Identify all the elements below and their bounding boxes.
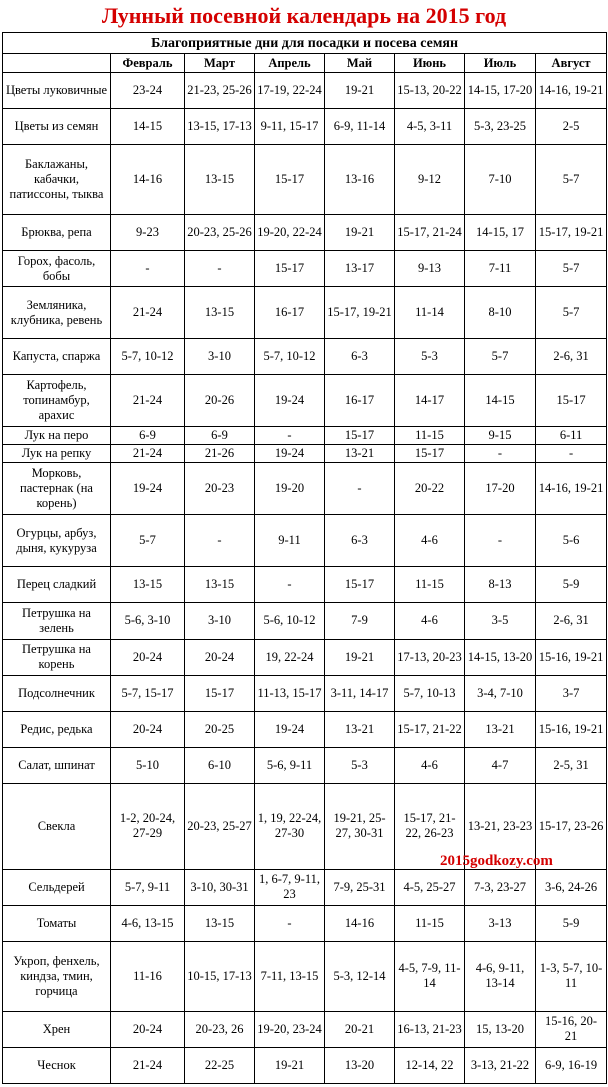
date-cell: 15-17, 19-21 <box>536 215 607 251</box>
date-cell: 13-15 <box>185 567 255 603</box>
watermark: 2015godkozy.com <box>440 853 553 869</box>
month-header: Май <box>325 54 395 73</box>
date-cell: 7-3, 23-27 <box>465 869 536 905</box>
date-cell: - <box>255 567 325 603</box>
crop-name: Петрушка на зелень <box>3 603 111 639</box>
date-cell: 3-11, 14-17 <box>325 675 395 711</box>
date-cell: 15-17 <box>395 445 465 463</box>
date-cell: 13-17 <box>325 251 395 287</box>
crop-name: Укроп, фенхель, киндза, тмин, горчица <box>3 941 111 1011</box>
date-cell: 5-3, 12-14 <box>325 941 395 1011</box>
date-cell: 20-24 <box>111 1011 185 1047</box>
date-cell: 9-13 <box>395 251 465 287</box>
date-cell: - <box>255 427 325 445</box>
date-cell: 14-15 <box>465 375 536 427</box>
date-cell: 19-21, 25-27, 30-31 <box>325 783 395 869</box>
crop-name: Томаты <box>3 905 111 941</box>
date-cell: 9-12 <box>395 145 465 215</box>
date-cell: 13-15 <box>185 145 255 215</box>
month-header-row <box>3 54 607 73</box>
date-cell: 6-9 <box>185 427 255 445</box>
date-cell: - <box>255 905 325 941</box>
table-row <box>3 463 607 515</box>
date-cell: 23-24 <box>111 73 185 109</box>
date-cell: - <box>111 251 185 287</box>
date-cell: 3-6, 24-26 <box>536 869 607 905</box>
date-cell: 15-17 <box>255 145 325 215</box>
date-cell: 19-24 <box>255 445 325 463</box>
crop-name: Чеснок <box>3 1047 111 1083</box>
date-cell: 10-15, 17-13 <box>185 941 255 1011</box>
date-cell: 20-24 <box>185 639 255 675</box>
crop-name: Огурцы, арбуз, дыня, кукуруза <box>3 515 111 567</box>
date-cell: 19-20, 22-24 <box>255 215 325 251</box>
page-title: Лунный посевной календарь на 2015 год <box>101 3 507 28</box>
date-cell: - <box>465 515 536 567</box>
date-cell: 3-5 <box>465 603 536 639</box>
date-cell: 5-3, 23-25 <box>465 109 536 145</box>
table-row <box>3 675 607 711</box>
date-cell: 11-15 <box>395 905 465 941</box>
date-cell: 15-17, 21-24 <box>395 215 465 251</box>
table-row <box>3 145 607 215</box>
date-cell: - <box>536 445 607 463</box>
crop-name: Цветы из семян <box>3 109 111 145</box>
table-row <box>3 603 607 639</box>
date-cell: 6-3 <box>325 515 395 567</box>
month-header: Июль <box>465 54 536 73</box>
month-header: Апрель <box>255 54 325 73</box>
date-cell: 16-13, 21-23 <box>395 1011 465 1047</box>
table-row <box>3 567 607 603</box>
date-cell: 13-15 <box>111 567 185 603</box>
table-row <box>3 375 607 427</box>
date-cell: 21-24 <box>111 445 185 463</box>
month-header: Июнь <box>395 54 465 73</box>
date-cell: 14-16 <box>111 145 185 215</box>
date-cell: 12-14, 22 <box>395 1047 465 1083</box>
table-row <box>3 109 607 145</box>
date-cell: 19-20, 23-24 <box>255 1011 325 1047</box>
date-cell: 4-6, 13-15 <box>111 905 185 941</box>
date-cell: 20-23, 26 <box>185 1011 255 1047</box>
crop-name: Земляника, клубника, ревень <box>3 287 111 339</box>
date-cell: 4-7 <box>465 747 536 783</box>
date-cell: 5-10 <box>111 747 185 783</box>
date-cell: 5-7 <box>536 287 607 339</box>
date-cell: 11-15 <box>395 427 465 445</box>
date-cell: 6-11 <box>536 427 607 445</box>
date-cell: 5-7, 10-12 <box>255 339 325 375</box>
date-cell: 15-16, 19-21 <box>536 711 607 747</box>
date-cell: 21-24 <box>111 287 185 339</box>
date-cell: 5-6 <box>536 515 607 567</box>
date-cell: 15-17 <box>185 675 255 711</box>
crop-name: Петрушка на корень <box>3 639 111 675</box>
date-cell: 19-21 <box>255 1047 325 1083</box>
table-row <box>3 905 607 941</box>
date-cell: 11-13, 15-17 <box>255 675 325 711</box>
date-cell: 3-13 <box>465 905 536 941</box>
date-cell: 16-17 <box>325 375 395 427</box>
table-row <box>3 639 607 675</box>
crop-name: Горох, фасоль, бобы <box>3 251 111 287</box>
table-row <box>3 1047 607 1083</box>
date-cell: 20-26 <box>185 375 255 427</box>
date-cell: 3-10, 30-31 <box>185 869 255 905</box>
date-cell: 5-6, 9-11 <box>255 747 325 783</box>
date-cell: 11-16 <box>111 941 185 1011</box>
date-cell: - <box>185 515 255 567</box>
date-cell: 19, 22-24 <box>255 639 325 675</box>
date-cell: 5-7 <box>465 339 536 375</box>
date-cell: 19-21 <box>325 215 395 251</box>
date-cell: 3-7 <box>536 675 607 711</box>
crop-name: Хрен <box>3 1011 111 1047</box>
crop-name: Лук на репку <box>3 445 111 463</box>
table-row <box>3 445 607 463</box>
crop-name: Морковь, пастернак (на корень) <box>3 463 111 515</box>
crop-name: Сельдерей <box>3 869 111 905</box>
date-cell: 16-17 <box>255 287 325 339</box>
date-cell: 4-6, 9-11, 13-14 <box>465 941 536 1011</box>
date-cell: 8-13 <box>465 567 536 603</box>
date-cell: 13-15 <box>185 905 255 941</box>
date-cell: 1, 19, 22-24, 27-30 <box>255 783 325 869</box>
date-cell: - <box>185 251 255 287</box>
date-cell: 8-10 <box>465 287 536 339</box>
date-cell: 4-5, 25-27 <box>395 869 465 905</box>
date-cell: 14-16 <box>325 905 395 941</box>
date-cell: 1, 6-7, 9-11, 23 <box>255 869 325 905</box>
date-cell: 19-21 <box>325 73 395 109</box>
date-cell: 15-13, 20-22 <box>395 73 465 109</box>
date-cell: 5-6, 10-12 <box>255 603 325 639</box>
date-cell: 13-15, 17-13 <box>185 109 255 145</box>
date-cell: 15-17 <box>325 567 395 603</box>
date-cell: 15-17 <box>255 251 325 287</box>
date-cell: 15-17, 23-26 <box>536 783 607 869</box>
date-cell: 4-6 <box>395 747 465 783</box>
month-header: Февраль <box>111 54 185 73</box>
table-subtitle: Благоприятные дни для посадки и посева семян <box>3 33 607 54</box>
date-cell: 13-21 <box>465 711 536 747</box>
date-cell: 11-14 <box>395 287 465 339</box>
crop-name: Картофель, топинамбур, арахис <box>3 375 111 427</box>
date-cell: 5-7 <box>536 145 607 215</box>
date-cell: 13-21 <box>325 711 395 747</box>
date-cell: 2-6, 31 <box>536 339 607 375</box>
date-cell: 14-15, 13-20 <box>465 639 536 675</box>
date-cell: 14-15, 17-20 <box>465 73 536 109</box>
month-header: Март <box>185 54 255 73</box>
date-cell: 21-24 <box>111 1047 185 1083</box>
calendar-body <box>3 73 607 1084</box>
date-cell: 15-16, 20- 21 <box>536 1011 607 1047</box>
date-cell: 4-5, 7-9, 11- 14 <box>395 941 465 1011</box>
crop-name: Свекла <box>3 783 111 869</box>
date-cell: 20-23, 25-26 <box>185 215 255 251</box>
date-cell: 5-3 <box>395 339 465 375</box>
date-cell: 5-7 <box>111 515 185 567</box>
date-cell: 15-17 <box>536 375 607 427</box>
date-cell: 13-15 <box>185 287 255 339</box>
date-cell: 9-11 <box>255 515 325 567</box>
crop-name: Баклажаны, кабачки, патиссоны, тыква <box>3 145 111 215</box>
date-cell: 13-21, 23-23 <box>465 783 536 869</box>
date-cell: 9-15 <box>465 427 536 445</box>
date-cell: 13-20 <box>325 1047 395 1083</box>
table-row <box>3 711 607 747</box>
date-cell: 22-25 <box>185 1047 255 1083</box>
date-cell: 13-21 <box>325 445 395 463</box>
crop-name: Лук на перо <box>3 427 111 445</box>
date-cell: 1-3, 5-7, 10-11 <box>536 941 607 1011</box>
date-cell: 3-13, 21-22 <box>465 1047 536 1083</box>
date-cell: 19-21 <box>325 639 395 675</box>
table-row <box>3 869 607 905</box>
date-cell: 20-23 <box>185 463 255 515</box>
date-cell: 5-6, 3-10 <box>111 603 185 639</box>
table-row <box>3 73 607 109</box>
date-cell: 4-6 <box>395 515 465 567</box>
date-cell: 20-23, 25-27 <box>185 783 255 869</box>
date-cell: 20-24 <box>111 711 185 747</box>
crop-name: Цветы луковичные <box>3 73 111 109</box>
date-cell: 4-6 <box>395 603 465 639</box>
date-cell: 2-5 <box>536 109 607 145</box>
date-cell: 3-10 <box>185 603 255 639</box>
crop-name: Подсолнечник <box>3 675 111 711</box>
date-cell: 1-2, 20-24, 27-29 <box>111 783 185 869</box>
date-cell: 9-11, 15-17 <box>255 109 325 145</box>
crop-name: Салат, шпинат <box>3 747 111 783</box>
date-cell: 20-22 <box>395 463 465 515</box>
date-cell: 21-26 <box>185 445 255 463</box>
date-cell: 7-10 <box>465 145 536 215</box>
date-cell: 2-6, 31 <box>536 603 607 639</box>
date-cell: 7-9 <box>325 603 395 639</box>
date-cell: 14-16, 19-21 <box>536 73 607 109</box>
date-cell: 3-4, 7-10 <box>465 675 536 711</box>
date-cell: 21-24 <box>111 375 185 427</box>
date-cell: 3-10 <box>185 339 255 375</box>
date-cell: 7-11, 13-15 <box>255 941 325 1011</box>
date-cell: 20-25 <box>185 711 255 747</box>
date-cell: 5-9 <box>536 905 607 941</box>
date-cell: 17-13, 20-23 <box>395 639 465 675</box>
date-cell: 15-17, 19-21 <box>325 287 395 339</box>
table-row <box>3 339 607 375</box>
corner-cell <box>3 54 111 73</box>
date-cell: 6-10 <box>185 747 255 783</box>
date-cell: 5-3 <box>325 747 395 783</box>
table-row <box>3 1011 607 1047</box>
date-cell: 15-17, 21-22, 26-23 <box>395 783 465 869</box>
crop-name: Перец сладкий <box>3 567 111 603</box>
date-cell: 2-5, 31 <box>536 747 607 783</box>
table-row <box>3 747 607 783</box>
date-cell: 15-16, 19-21 <box>536 639 607 675</box>
date-cell: 7-11 <box>465 251 536 287</box>
date-cell: 5-7, 9-11 <box>111 869 185 905</box>
date-cell: 14-15, 17 <box>465 215 536 251</box>
month-header: Август <box>536 54 607 73</box>
date-cell: 19-24 <box>111 463 185 515</box>
date-cell: 4-5, 3-11 <box>395 109 465 145</box>
date-cell: 14-15 <box>111 109 185 145</box>
date-cell: 19-24 <box>255 711 325 747</box>
sowing-calendar-table <box>2 32 607 1084</box>
date-cell: 13-16 <box>325 145 395 215</box>
crop-name: Капуста, спаржа <box>3 339 111 375</box>
date-cell: 14-17 <box>395 375 465 427</box>
table-row <box>3 287 607 339</box>
date-cell: 15-17 <box>325 427 395 445</box>
date-cell: 15-17, 21-22 <box>395 711 465 747</box>
date-cell: 19-24 <box>255 375 325 427</box>
crop-name: Редис, редька <box>3 711 111 747</box>
date-cell: - <box>325 463 395 515</box>
date-cell: 17-20 <box>465 463 536 515</box>
date-cell: 5-9 <box>536 567 607 603</box>
table-row <box>3 215 607 251</box>
date-cell: - <box>465 445 536 463</box>
date-cell: 9-23 <box>111 215 185 251</box>
date-cell: 5-7, 15-17 <box>111 675 185 711</box>
date-cell: 5-7, 10-13 <box>395 675 465 711</box>
date-cell: 19-20 <box>255 463 325 515</box>
date-cell: 17-19, 22-24 <box>255 73 325 109</box>
table-row <box>3 515 607 567</box>
crop-name: Брюква, репа <box>3 215 111 251</box>
date-cell: 14-16, 19-21 <box>536 463 607 515</box>
table-row <box>3 251 607 287</box>
date-cell: 6-9, 16-19 <box>536 1047 607 1083</box>
date-cell: 7-9, 25-31 <box>325 869 395 905</box>
date-cell: 6-9, 11-14 <box>325 109 395 145</box>
date-cell: 5-7 <box>536 251 607 287</box>
date-cell: 20-24 <box>111 639 185 675</box>
date-cell: 6-9 <box>111 427 185 445</box>
date-cell: 15, 13-20 <box>465 1011 536 1047</box>
date-cell: 5-7, 10-12 <box>111 339 185 375</box>
date-cell: 21-23, 25-26 <box>185 73 255 109</box>
table-row <box>3 427 607 445</box>
table-row <box>3 941 607 1011</box>
date-cell: 20-21 <box>325 1011 395 1047</box>
date-cell: 6-3 <box>325 339 395 375</box>
date-cell: 11-15 <box>395 567 465 603</box>
